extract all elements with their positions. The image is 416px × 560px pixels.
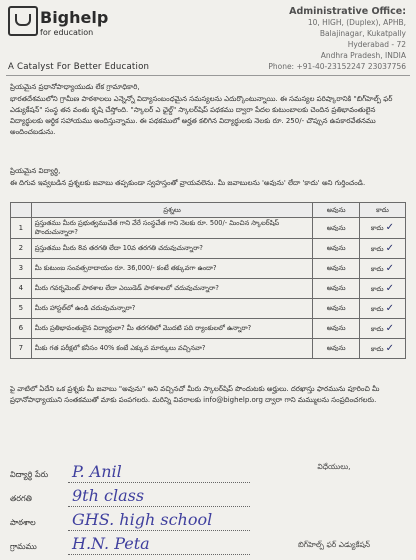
table-row <box>11 299 406 319</box>
no-option[interactable] <box>359 319 405 339</box>
yes-option[interactable]: అవును <box>313 218 359 239</box>
office-line: Balajinagar, Kukatpally <box>319 29 406 38</box>
greeting: ప్రియమైన ప్రధానోపాధ్యాయుడు లేక గ్రామాధికారి, <box>10 83 140 91</box>
table-row <box>11 339 406 359</box>
no-option[interactable] <box>359 239 405 259</box>
office-address <box>206 6 406 72</box>
no-label: కాదు <box>370 344 384 353</box>
no-label: కాదు <box>370 324 384 333</box>
field-label: గ్రామము <box>10 542 37 551</box>
question-text: మీరు హాస్టల్‌లో ఉండి చదువుచున్నారా? <box>31 299 313 319</box>
question-text: మీరు ప్రతిభావంతులైన విద్యార్థులా? మీ తరగతిలో మొదటి పది ర్యాంకులలో ఉన్నారా? <box>31 319 313 339</box>
question-text: మీ కుటుంబ సంవత్సరాదాయం రూ. 36,000/- కంటే తక్కువగా ఉందా? <box>31 259 313 279</box>
no-label: కాదు <box>370 304 384 313</box>
table-header-row <box>11 203 406 218</box>
student-name-value[interactable]: P. Anil <box>72 462 122 481</box>
check-mark-icon: ✓ <box>385 282 394 294</box>
no-option[interactable] <box>359 218 405 239</box>
row-number: 6 <box>11 319 32 339</box>
yes-option[interactable]: అవును <box>313 259 359 279</box>
instructions-paragraph: ఈ దిగువ ఇవ్వబడిన ప్రశ్నలకు జవాబు తప్పకుండా స్వహస్తంతో వ్రాయవలెను. మీ జవాబులను 'అవును' లేదా 'కాదు' అని గుర్తించండి. <box>10 179 366 187</box>
table-row <box>11 218 406 239</box>
row-number: 2 <box>11 239 32 259</box>
office-line: Andhra Pradesh, INDIA <box>320 51 406 60</box>
yes-option[interactable]: అవును <box>313 279 359 299</box>
check-mark-icon: ✓ <box>385 222 394 233</box>
header-cell: ప్రశ్నలు <box>31 203 313 218</box>
check-mark-icon: ✓ <box>385 342 394 354</box>
eligibility-table <box>10 202 406 359</box>
table-row <box>11 319 406 339</box>
field-label: విద్యార్థి పేరు <box>10 470 49 479</box>
question-text: మీకు గత పరీక్షలో కనీసం 40% కంటే ఎక్కువ మార్కులు వచ్చినవా? <box>31 339 313 359</box>
closing-paragraph: పై వాటిలో ఏదేని ఒక ప్రశ్నకు మీ జవాబు "అవును" అని వచ్చినచో మీరు స్కాలర్‌షిప్ పొందుటకు అర్హులు. దరఖాస్తు ఫారమును పూరించి మీ ప్రధానోపాధ్యాయుని సంతకముతో మాకు పంపగలరు. మరిన్ని వివరాలకు info@bighelp.org ద్వారా గాని మమ్ములను సంప్రదించగలరు. <box>10 385 380 404</box>
tagline: A Catalyst For Better Education <box>8 62 150 72</box>
field-underline <box>68 554 250 555</box>
field-student-name <box>10 462 250 486</box>
village-value[interactable]: H.N. Peta <box>72 534 150 553</box>
row-number: 4 <box>11 279 32 299</box>
table-row <box>11 239 406 259</box>
check-mark-icon: ✓ <box>385 262 394 274</box>
field-school <box>10 510 250 534</box>
check-mark-icon: ✓ <box>385 242 394 254</box>
brand-name: Bighelp <box>40 8 109 27</box>
field-class <box>10 486 250 510</box>
field-underline <box>68 530 250 531</box>
no-label: కాదు <box>370 264 384 273</box>
header-cell <box>11 203 32 218</box>
field-village <box>10 534 250 558</box>
field-underline <box>68 482 250 483</box>
yes-option[interactable]: అవును <box>313 239 359 259</box>
signature-organization: బిగ్‌హెల్ప్ ఫర్ ఎడ్యుకేషన్ <box>297 540 371 549</box>
table-row <box>11 279 406 299</box>
field-label: తరగతి <box>10 494 32 503</box>
book-icon <box>8 6 38 36</box>
student-greeting: ప్రియమైన విద్యార్థి, <box>10 167 61 175</box>
intro-paragraph: భారతదేశములోని గ్రామీణ పాఠశాలలు ఎన్నెన్నో విద్యాసంబంధమైన సమస్యలను ఎదుర్కొంటున్నాయి. ఈ సమస్యల పరిష్కారానికి "బిగ్‌హెల్ప్ ఫర్ ఎడ్యుకేషన్" సంస్థ తన వంతు కృషి చేస్తోంది. "స్కాలర్ ఎ ఛైల్డ్" స్కాలర్‌షిప్ పథకము ద్వారా పేదల కుటుంబాలకు చెందిన ప్రతిభావంతులైన విద్యార్థులకు ఆర్థిక సహాయము అందిస్తున్నాము. ఈ పథకములో అర్హత కలిగిన విద్యార్థులకు నెలకు రూ. 250/- చొప్పున ఉపకారవేతనము అందించబడును. <box>10 95 393 136</box>
no-label: కాదు <box>370 224 384 232</box>
field-underline <box>68 506 250 507</box>
signature-salutation: విధేయులు, <box>317 462 351 471</box>
office-title: Administrative Office: <box>289 6 406 17</box>
row-number: 1 <box>11 218 32 239</box>
table-row <box>11 259 406 279</box>
no-label: కాదు <box>370 284 384 293</box>
yes-option[interactable]: అవును <box>313 319 359 339</box>
office-line: Hyderabad - 72 <box>347 40 406 49</box>
no-option[interactable] <box>359 279 405 299</box>
no-option[interactable] <box>359 299 405 319</box>
brand-subtitle: for education <box>40 28 94 37</box>
row-number: 3 <box>11 259 32 279</box>
question-text: ప్రస్తుతము మీరు ప్రభుత్వముచేత గాని వేరే సంస్థచేత గాని నెలకు రూ. 500/- మించిన స్కాలర్‌షిప్ పొందుచున్నారా? <box>31 218 313 239</box>
row-number: 5 <box>11 299 32 319</box>
student-details-form <box>10 462 250 558</box>
check-mark-icon: ✓ <box>385 302 394 314</box>
no-label: కాదు <box>370 244 384 253</box>
question-text: ప్రస్తుతము మీరు 8వ తరగతి లేదా 10వ తరగతి చదువుచున్నారా? <box>31 239 313 259</box>
no-option[interactable] <box>359 259 405 279</box>
yes-option[interactable]: అవును <box>313 299 359 319</box>
header-divider <box>6 75 410 76</box>
check-mark-icon: ✓ <box>385 322 394 334</box>
question-text: మీరు గవర్నమెంట్ పాఠశాల లేదా ఎయిడెడ్ పాఠశాలలో చదువుచున్నారా? <box>31 279 313 299</box>
bighelp-logo <box>8 6 148 50</box>
field-label: పాఠశాల <box>10 518 36 527</box>
yes-option[interactable]: అవును <box>313 339 359 359</box>
header-cell: కాదు <box>359 203 405 218</box>
no-option[interactable] <box>359 339 405 359</box>
class-value[interactable]: 9th class <box>72 486 145 505</box>
row-number: 7 <box>11 339 32 359</box>
office-phone: Phone: +91-40-23152247 23037756 <box>268 62 406 71</box>
office-line: 10, HIGH, (Duplex), APHB, <box>307 18 406 27</box>
school-value[interactable]: GHS. high school <box>72 510 213 529</box>
header-cell: అవును <box>313 203 359 218</box>
